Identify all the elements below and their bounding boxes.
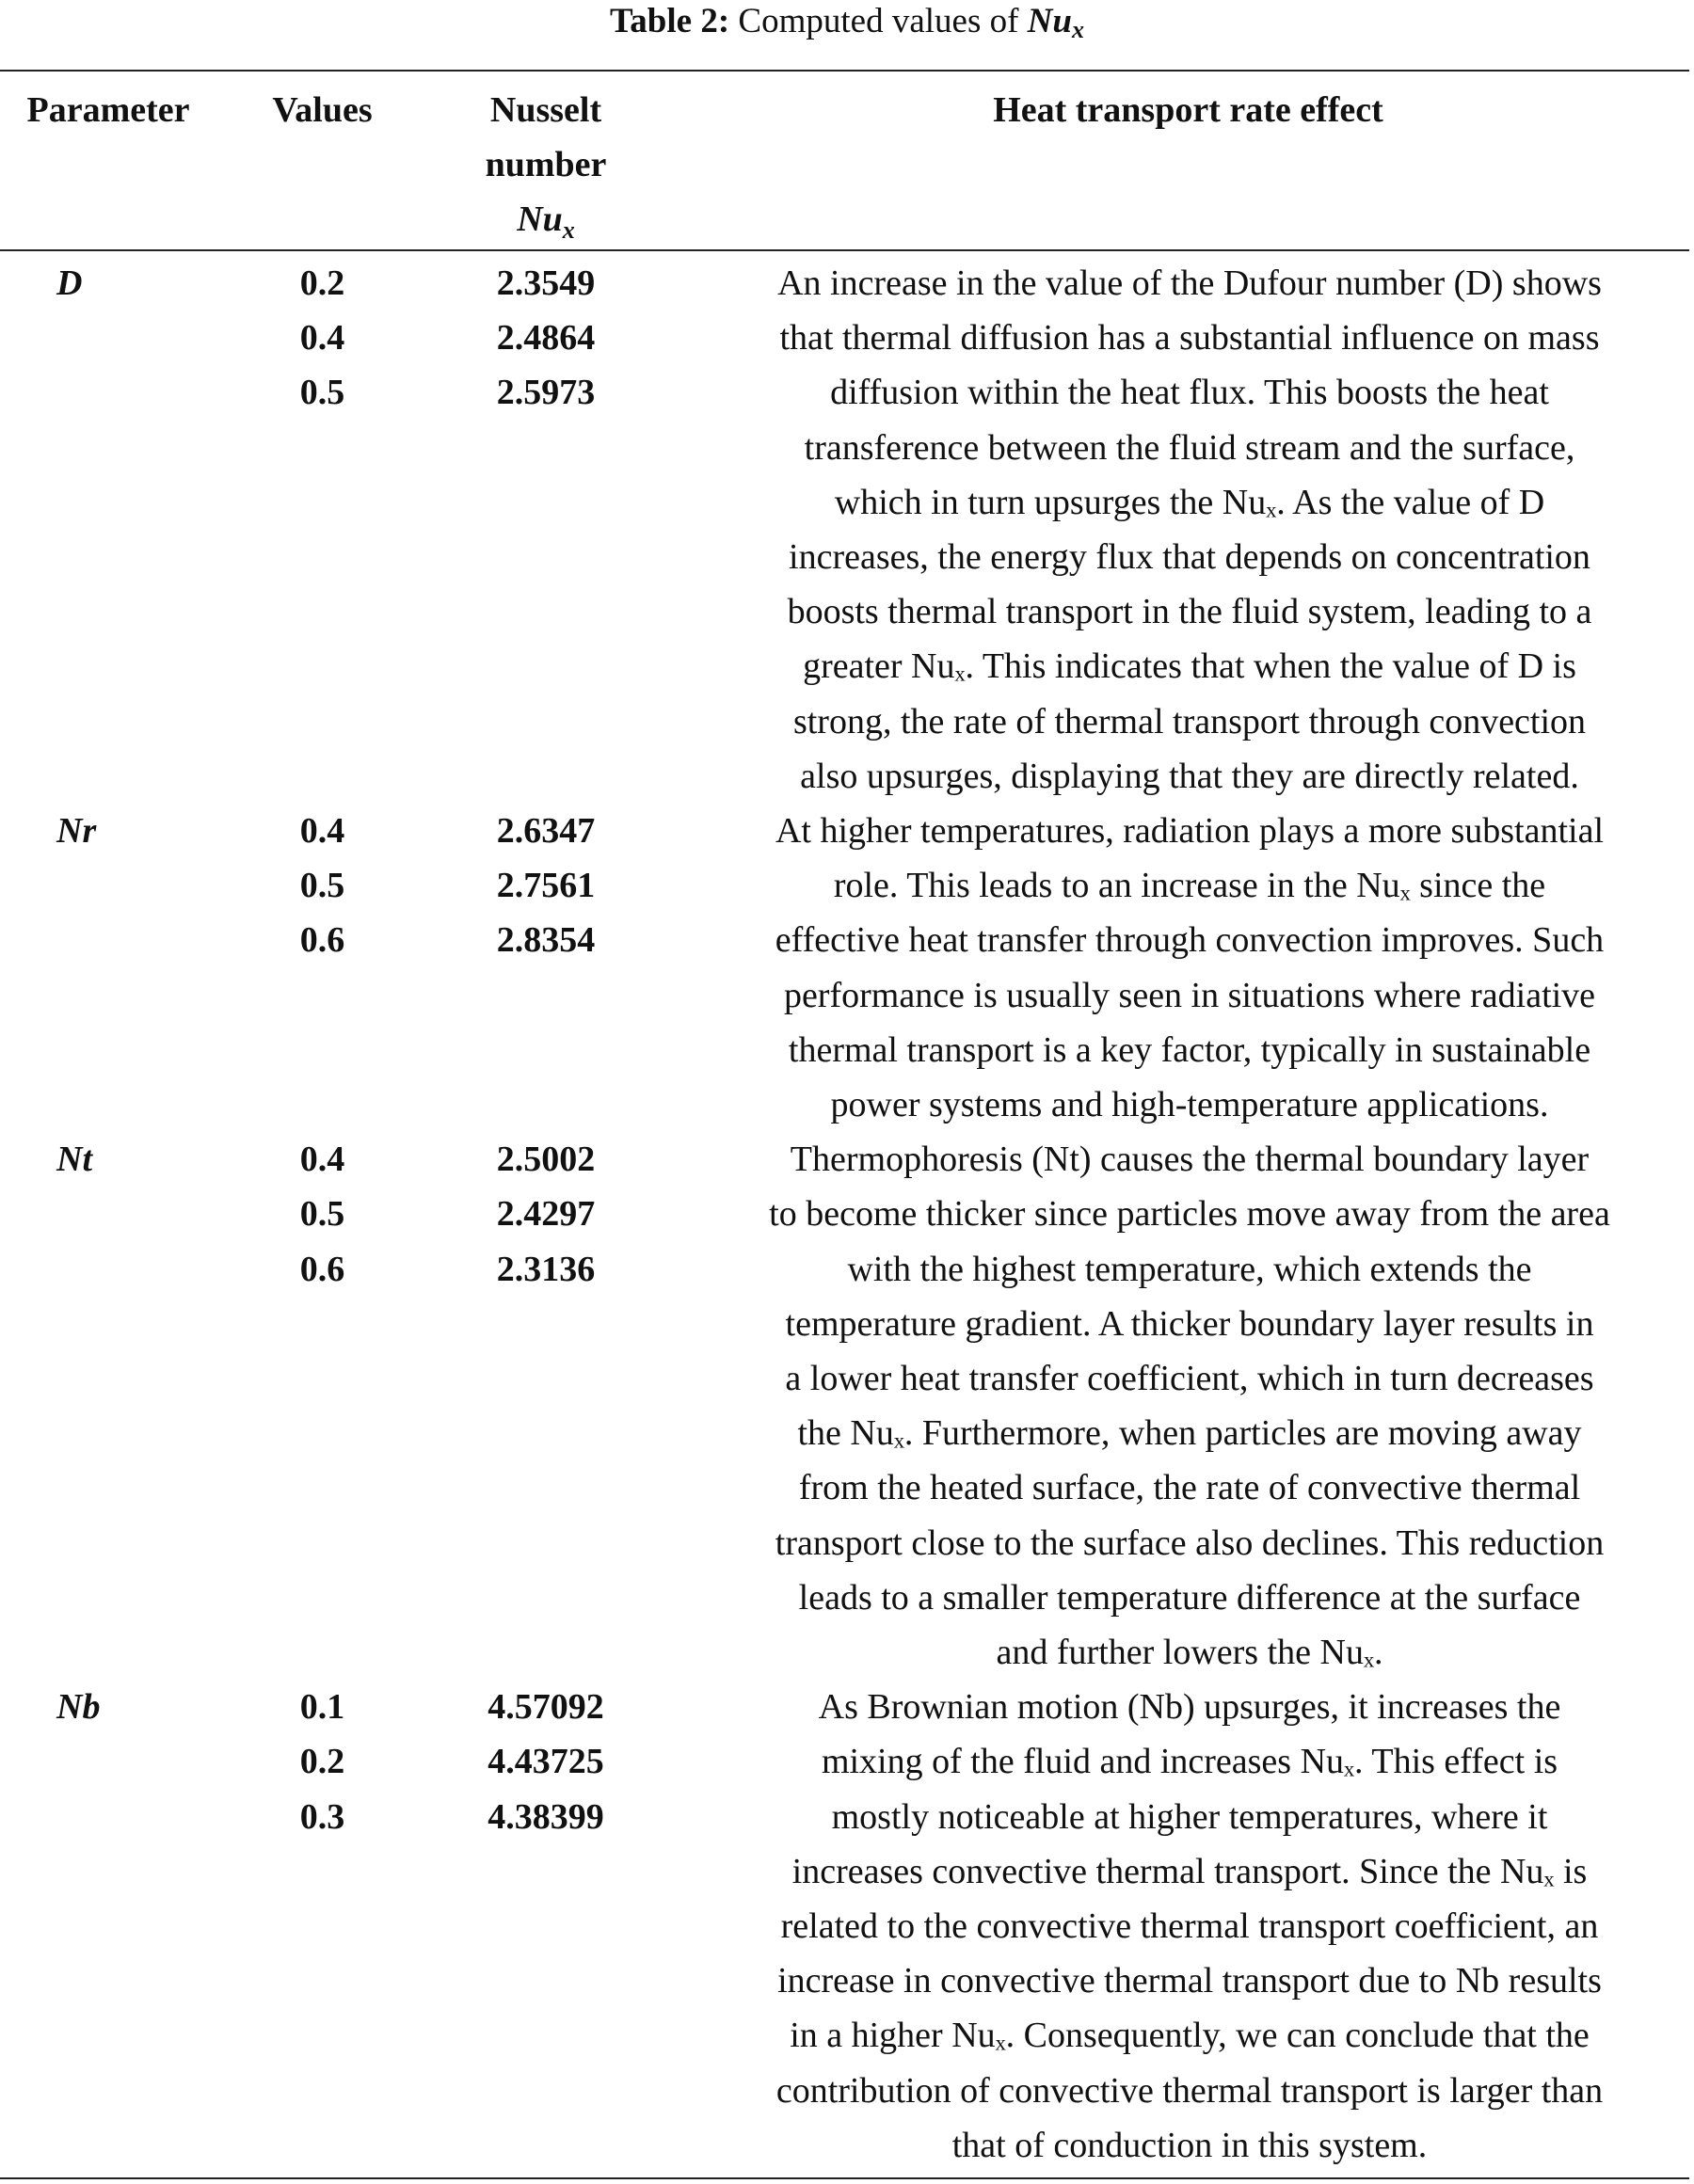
- description-line: temperature gradient. A thicker boundary layer results in: [785, 1303, 1594, 1344]
- description-line: increase in convective thermal transport due to Nb results: [777, 1961, 1602, 2001]
- nusselt-value: 2.6347: [496, 811, 596, 851]
- description-line: contribution of convective thermal transport is larger than: [775, 2070, 1604, 2111]
- table-caption: [0, 0, 1694, 53]
- value-item: 0.4: [299, 318, 345, 359]
- header-parameter: Parameter: [26, 90, 190, 130]
- description-cell: [690, 1132, 1689, 1680]
- nusselt-cell: [452, 804, 640, 968]
- bottom-rule: [0, 2177, 1689, 2179]
- description-line: As Brownian motion (Nb) upsurges, it increases the: [818, 1687, 1561, 1728]
- description-line: increases, the energy flux that depends on concentration: [789, 536, 1590, 577]
- parameter-cell: Nr: [56, 811, 97, 851]
- description-line: leads to a smaller temperature difference at the surface: [798, 1577, 1581, 1618]
- description-cell: [690, 1680, 1689, 2173]
- description-line: that thermal diffusion has a substantial influence on mass: [779, 318, 1600, 359]
- nusselt-cell: [452, 1132, 640, 1297]
- description-line: boosts thermal transport in the fluid system, leading to a: [787, 592, 1592, 632]
- caption-label: Table 2:: [610, 2, 730, 40]
- description-cell: [690, 256, 1689, 804]
- description-line: greater Nuₓ. This indicates that when the value of D is: [803, 646, 1576, 687]
- description-cell: [690, 804, 1689, 1132]
- nusselt-value: 2.7561: [496, 866, 596, 906]
- description-line: in a higher Nuₓ. Consequently, we can conclude that the: [790, 2016, 1590, 2056]
- description-line: with the highest temperature, which extends the: [847, 1249, 1532, 1289]
- nusselt-cell: [452, 1680, 640, 1844]
- nusselt-value: 4.57092: [487, 1687, 604, 1728]
- value-item: 0.3: [299, 1796, 345, 1837]
- nusselt-cell: [452, 256, 640, 421]
- nusselt-value: 4.43725: [487, 1742, 604, 1782]
- description-line: Thermophoresis (Nt) causes the thermal boundary layer: [790, 1140, 1590, 1180]
- value-item: 0.5: [299, 373, 345, 413]
- value-item: 0.2: [299, 1742, 345, 1782]
- description-line: which in turn upsurges the Nuₓ. As the value of D: [834, 482, 1545, 522]
- description-line: from the heated surface, the rate of convective thermal: [798, 1468, 1581, 1508]
- table-row: [0, 1680, 1689, 2173]
- header-nusselt-line2: number: [485, 145, 607, 185]
- parameter-cell: D: [56, 263, 83, 303]
- description-line: role. This leads to an increase in the Nuₓ since the: [833, 866, 1546, 906]
- values-cell: [249, 1680, 395, 1844]
- nusselt-value: 2.5002: [496, 1140, 596, 1180]
- description-line: that of conduction in this system.: [951, 2125, 1428, 2165]
- description-line: mixing of the fluid and increases Nuₓ. This effect is: [821, 1742, 1558, 1782]
- header-nusselt-symbol: $Nu_x$: [517, 199, 575, 245]
- value-item: 0.6: [299, 920, 345, 961]
- nusselt-value: 4.38399: [487, 1796, 604, 1837]
- header-heat-transport: Heat transport rate effect: [993, 90, 1383, 130]
- description-line: At higher temperatures, radiation plays a more substantial: [775, 811, 1605, 851]
- nusselt-value: 2.3136: [496, 1249, 596, 1289]
- description-line: related to the convective thermal transport coefficient, an: [780, 1905, 1599, 1946]
- value-item: 0.5: [299, 866, 345, 906]
- nusselt-value: 2.8354: [496, 920, 596, 961]
- table-row: [0, 804, 1689, 1132]
- description-line: strong, the rate of thermal transport through convection: [792, 701, 1587, 741]
- value-item: 0.2: [299, 263, 345, 303]
- description-line: transference between the fluid stream and the surface,: [804, 427, 1575, 468]
- description-line: An increase in the value of the Dufour number (D) shows: [777, 263, 1602, 303]
- description-line: performance is usually seen in situations where radiative: [783, 975, 1596, 1015]
- description-line: and further lowers the Nuₓ.: [996, 1632, 1383, 1672]
- value-item: 0.5: [299, 1194, 345, 1235]
- nusselt-value: 2.3549: [496, 263, 596, 303]
- header-values: Values: [272, 90, 373, 130]
- description-line: diffusion within the heat flux. This boosts the heat: [830, 373, 1549, 413]
- caption-text: Computed values of: [738, 2, 1019, 40]
- description-line: thermal transport is a key factor, typically in sustainable: [788, 1029, 1591, 1070]
- nusselt-value: 2.4864: [496, 318, 596, 359]
- header-nusselt-line1: Nusselt: [489, 90, 602, 130]
- caption-symbol: $Nu_x$: [1027, 2, 1084, 43]
- description-line: increases convective thermal transport. Since the Nuₓ is: [791, 1851, 1588, 1891]
- description-line: the Nuₓ. Furthermore, when particles are moving away: [797, 1413, 1582, 1454]
- value-item: 0.4: [299, 811, 345, 851]
- header-rule: [0, 249, 1689, 251]
- table-row: [0, 1132, 1689, 1680]
- description-line: mostly noticeable at higher temperatures, where it: [831, 1796, 1548, 1837]
- value-item: 0.6: [299, 1249, 345, 1289]
- nusselt-value: 2.5973: [496, 373, 596, 413]
- values-cell: [249, 1132, 395, 1297]
- top-rule: [0, 70, 1689, 72]
- description-line: effective heat transfer through convection improves. Such: [775, 920, 1605, 961]
- description-line: transport close to the surface also declines. This reduction: [775, 1522, 1605, 1563]
- parameter-cell: Nt: [56, 1140, 92, 1180]
- nusselt-value: 2.4297: [496, 1194, 596, 1235]
- header-nusselt: [452, 83, 640, 247]
- parameter-cell: Nb: [56, 1687, 101, 1728]
- description-line: a lower heat transfer coefficient, which in turn decreases: [785, 1358, 1594, 1398]
- description-line: also upsurges, displaying that they are directly related.: [800, 756, 1579, 796]
- description-line: power systems and high-temperature applications.: [830, 1084, 1549, 1124]
- value-item: 0.1: [299, 1687, 345, 1728]
- description-line: to become thicker since particles move away from the area: [769, 1194, 1610, 1235]
- table-row: [0, 256, 1689, 804]
- value-item: 0.4: [299, 1140, 345, 1180]
- values-cell: [249, 256, 395, 421]
- values-cell: [249, 804, 395, 968]
